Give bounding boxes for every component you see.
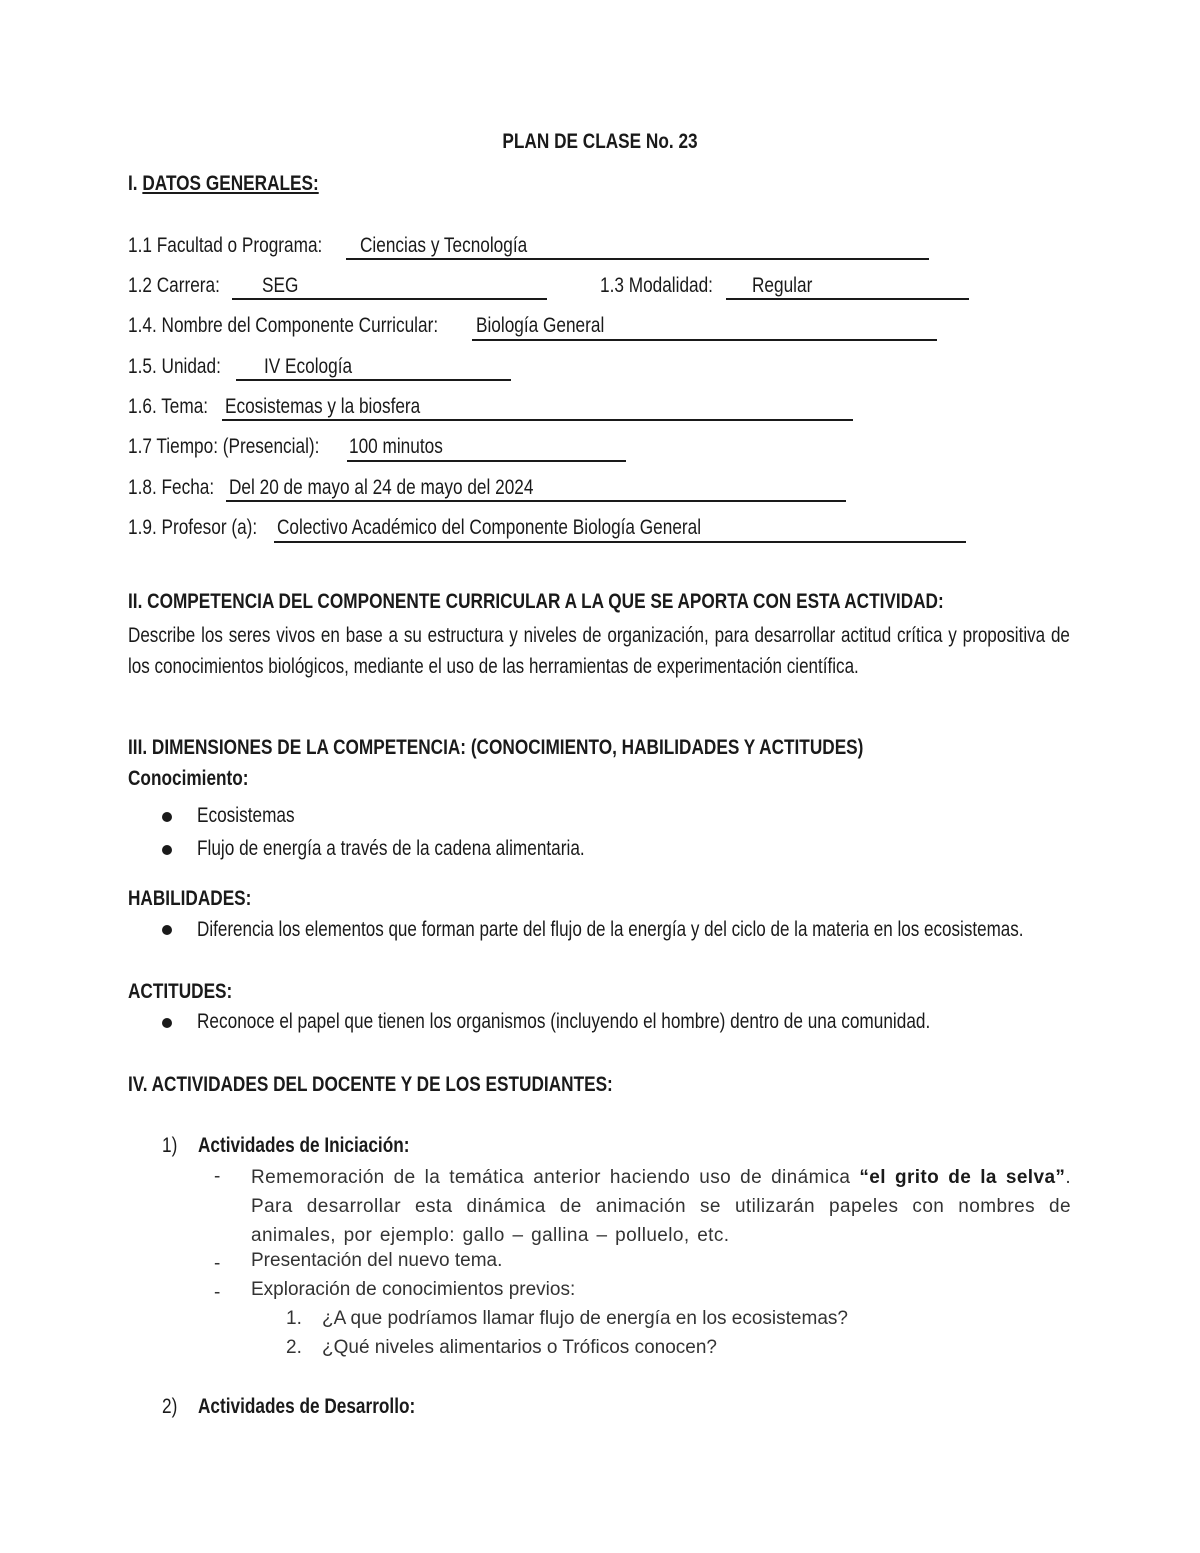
activity-1-item-1: Rememoración de la temática anterior haciendo uso de dinámica “el grito de la selva”. Para desarrollar esta dinámica de animación se utilizarán papeles con nombres de animales, por ejemplo: gallo – gallina – polluelo, etc. (251, 1167, 1071, 1246)
carrera-label: 1.2 Carrera: (128, 274, 220, 297)
componente-underline (472, 339, 937, 341)
tiempo-underline (347, 460, 626, 462)
profesor-underline (274, 541, 966, 543)
facultad-value: Ciencias y Tecnología (360, 234, 528, 257)
dash-marker: - (214, 1253, 221, 1274)
tiempo-value: 100 minutos (349, 435, 443, 458)
fecha-underline (226, 500, 846, 502)
conocimiento-label: Conocimiento: (128, 767, 249, 790)
componente-value: Biología General (476, 314, 605, 337)
facultad-label: 1.1 Facultad o Programa: (128, 234, 323, 257)
section-2-heading: II. COMPETENCIA DEL COMPONENTE CURRICULAR A LA QUE SE APORTA CON ESTA ACTIVIDAD: (128, 590, 944, 613)
fecha-label: 1.8. Fecha: (128, 476, 215, 499)
activity-1-item-3: Exploración de conocimientos previos: (251, 1279, 576, 1300)
habilidades-label: HABILIDADES: (128, 887, 252, 910)
dash-marker: - (214, 1166, 221, 1187)
tema-label: 1.6. Tema: (128, 395, 209, 418)
activity-1-number: 1) (162, 1134, 178, 1157)
tiempo-label: 1.7 Tiempo: (Presencial): (128, 435, 320, 458)
activity-2-number: 2) (162, 1395, 178, 1418)
unidad-label: 1.5. Unidad: (128, 355, 221, 378)
activity-1-item-2: Presentación del nuevo tema. (251, 1250, 503, 1271)
modalidad-underline (726, 298, 969, 300)
activity-1-title: Actividades de Iniciación: (198, 1134, 410, 1157)
section-3-heading: III. DIMENSIONES DE LA COMPETENCIA: (CONOCIMIENTO, HABILIDADES Y ACTITUDES) (128, 736, 864, 759)
question-2-number: 2. (286, 1337, 302, 1358)
actitudes-label: ACTITUDES: (128, 980, 233, 1003)
tema-underline (222, 419, 853, 421)
competencia-text: Describe los seres vivos en base a su estructura y niveles de organización, para desarrollar actitud crítica y propositiva de los conocimientos biológicos, mediante el uso de las herramientas de experimentación científica. (128, 624, 1070, 678)
componente-label: 1.4. Nombre del Componente Curricular: (128, 314, 439, 337)
dash-marker: - (214, 1282, 221, 1303)
actitudes-item: Reconoce el papel que tienen los organismos (incluyendo el hombre) dentro de una comunidad. (197, 1010, 931, 1033)
section-4-heading: IV. ACTIVIDADES DEL DOCENTE Y DE LOS ESTUDIANTES: (128, 1073, 613, 1096)
conocimiento-item: Flujo de energía a través de la cadena alimentaria. (197, 837, 585, 860)
bullet-icon (162, 925, 172, 935)
bullet-icon (162, 845, 172, 855)
profesor-value: Colectivo Académico del Componente Biología General (277, 516, 702, 539)
document-title: PLAN DE CLASE No. 23 (502, 130, 698, 153)
carrera-underline (232, 298, 547, 300)
modalidad-label: 1.3 Modalidad: (600, 274, 713, 297)
unidad-underline (236, 379, 511, 381)
conocimiento-item: Ecosistemas (197, 804, 295, 827)
modalidad-value: Regular (752, 274, 813, 297)
carrera-value: SEG (262, 274, 299, 297)
activity-2-title: Actividades de Desarrollo: (198, 1395, 416, 1418)
tema-value: Ecosistemas y la biosfera (225, 395, 421, 418)
section-1-heading: I. DATOS GENERALES: (128, 172, 319, 195)
question-1: ¿A que podríamos llamar flujo de energía en los ecosistemas? (322, 1308, 848, 1329)
question-1-number: 1. (286, 1308, 302, 1329)
facultad-underline (346, 258, 929, 260)
habilidades-item: Diferencia los elementos que forman parte del flujo de la energía y del ciclo de la materia en los ecosistemas. (197, 918, 1024, 941)
profesor-label: 1.9. Profesor (a): (128, 516, 258, 539)
unidad-value: IV Ecología (264, 355, 353, 378)
bullet-icon (162, 1018, 172, 1028)
fecha-value: Del 20 de mayo al 24 de mayo del 2024 (229, 476, 534, 499)
bullet-icon (162, 812, 172, 822)
question-2: ¿Qué niveles alimentarios o Tróficos conocen? (322, 1337, 717, 1358)
